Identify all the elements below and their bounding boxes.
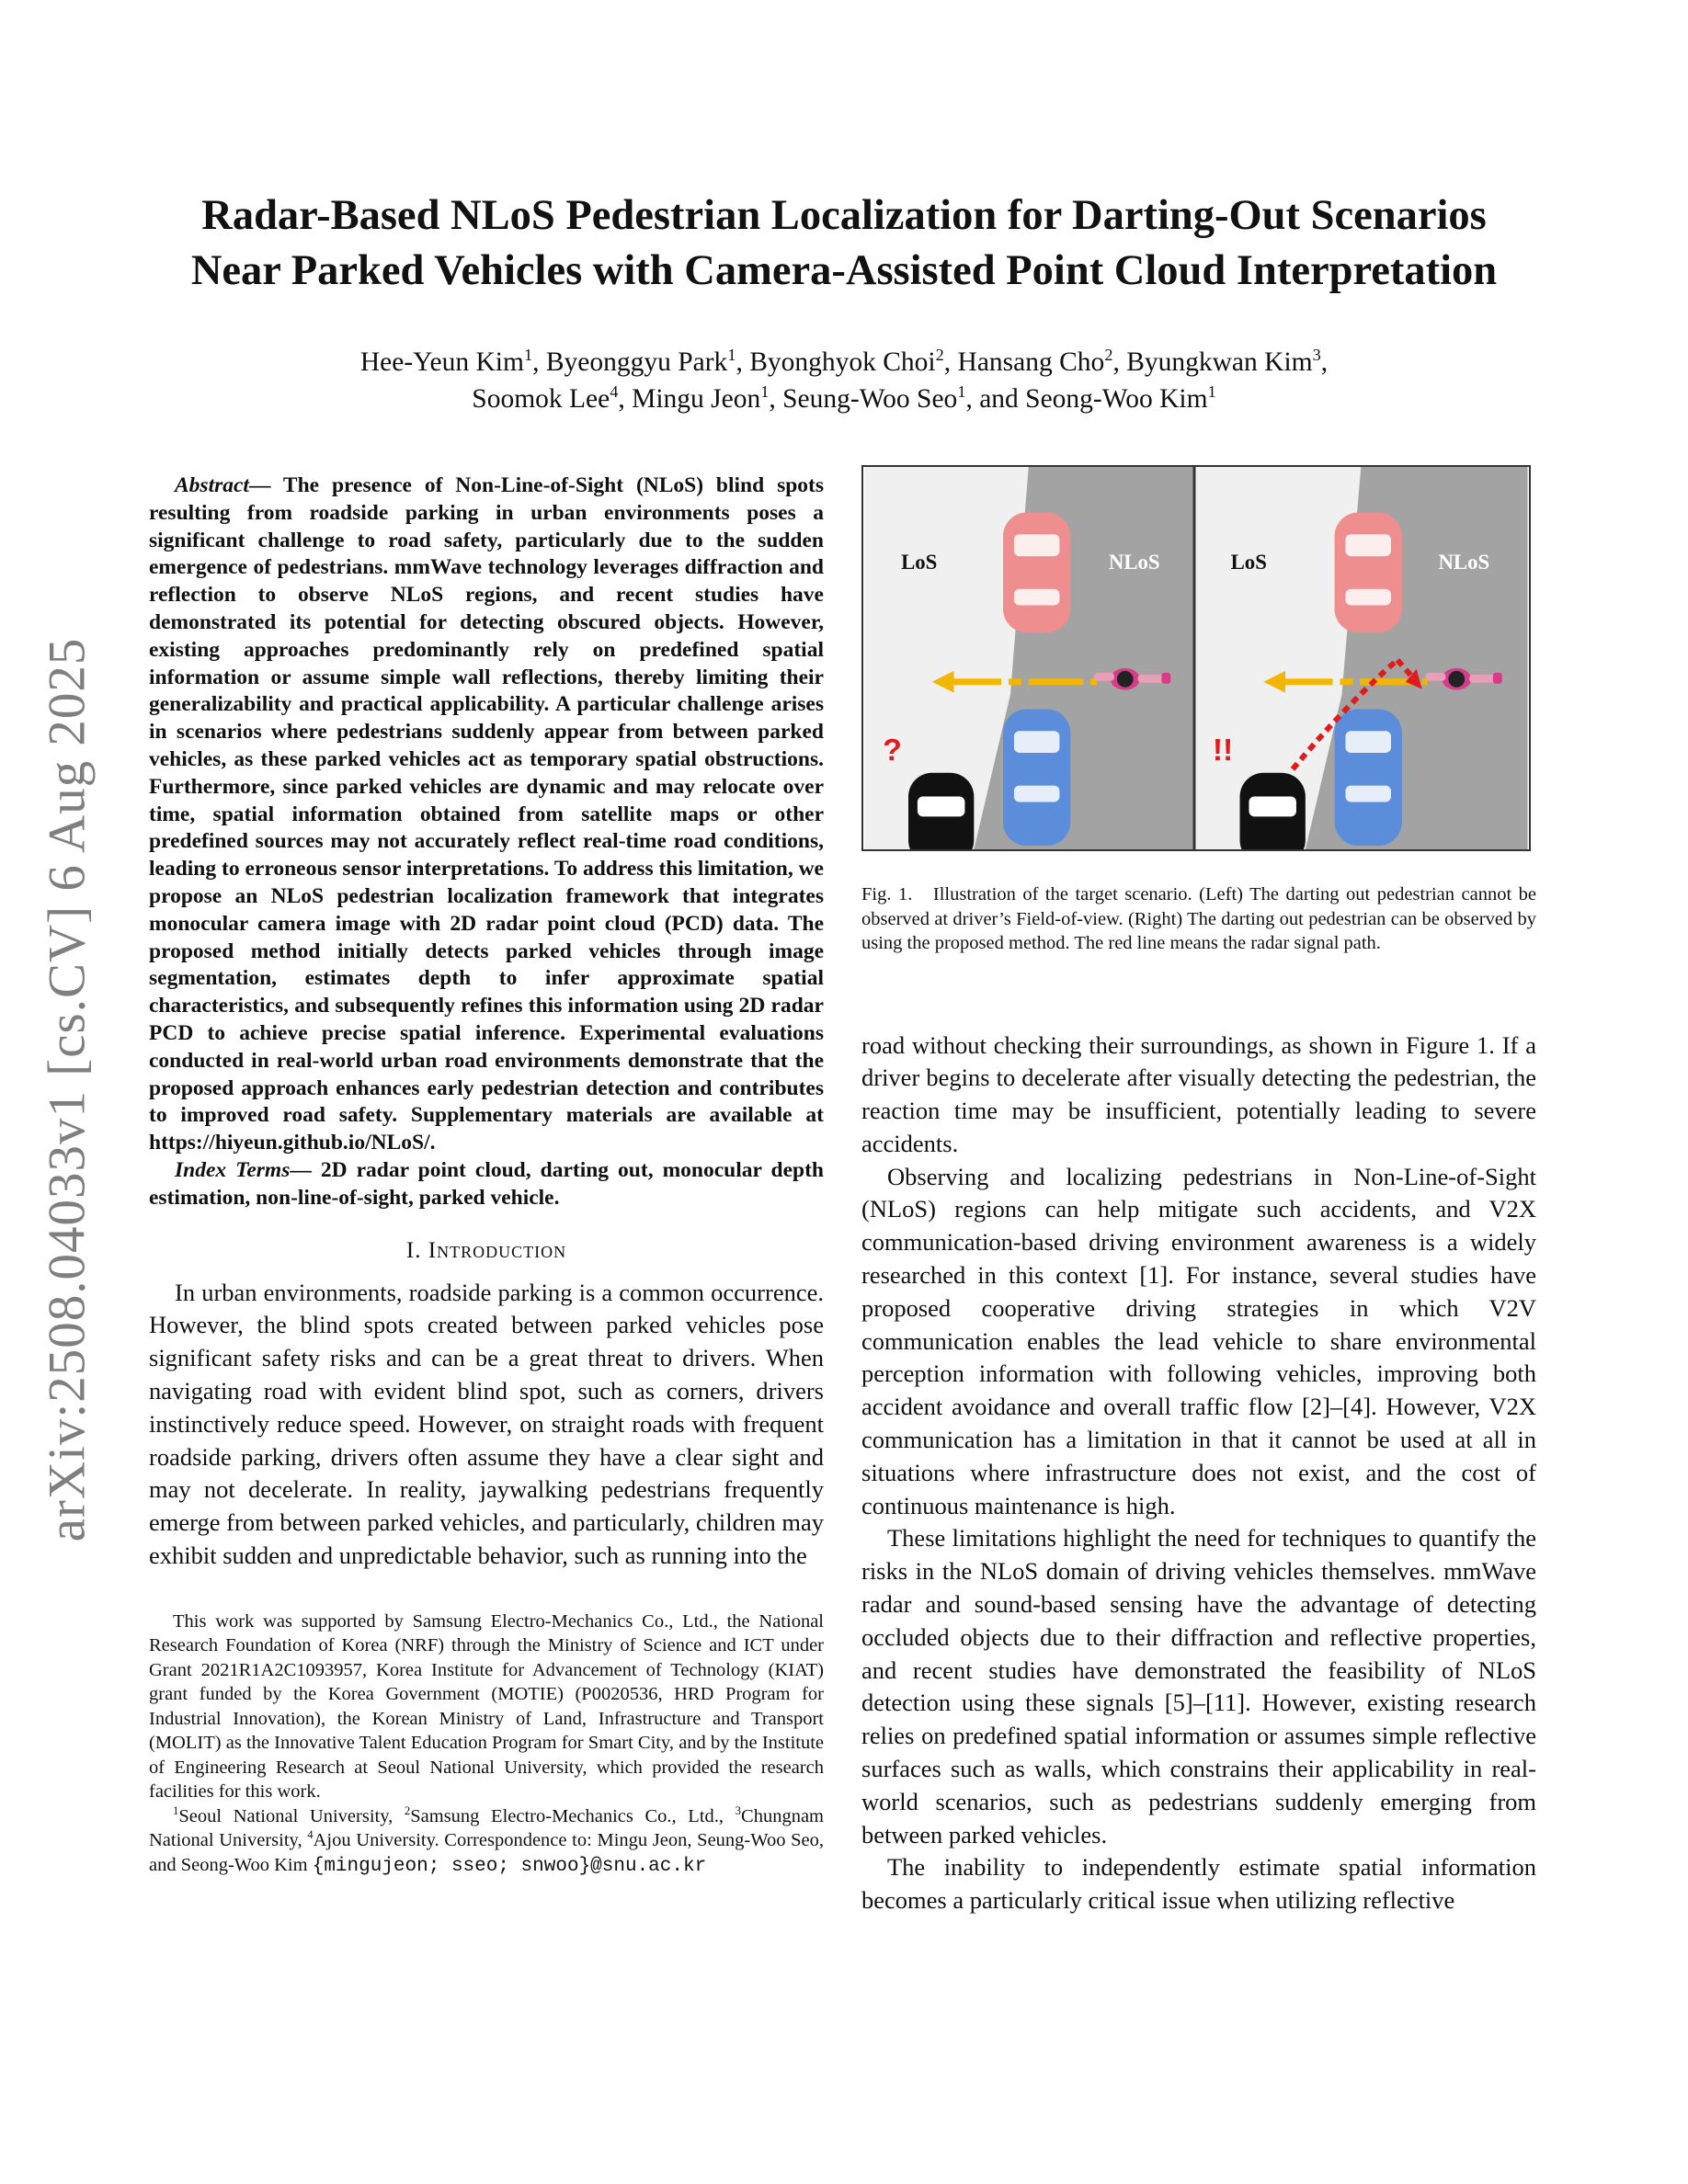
author-separator: , xyxy=(532,347,546,377)
author-name: Byeonggyu Park xyxy=(545,347,728,377)
figure-1-caption xyxy=(861,882,1536,956)
index-terms xyxy=(149,1157,824,1212)
body-paragraph: The inability to independently estimate spatial information becomes a particularly critical issue when utilizing reflective xyxy=(861,1853,1536,1915)
author-separator: , and xyxy=(965,384,1026,414)
correspondence-email: {mingujeon; sseo; snwoo}@snu.ac.kr xyxy=(312,1855,707,1877)
body-paragraph: These limitations highlight the need for techniques to quantify the risks in the NLoS domain of driving vehicles themselves. mmWave radar and sound-based sensing have the advantage of detecting occluded objects due to their diffraction and reflective properties, and recent studies have demonstrated the feasibility of NLoS detection using these signals [5]–[11]. However, existing research relies on predefined spatial information or assumes simple reflective surfaces such as walls, which constrains their applicability in real-world scenarios, such as pedestrians suddenly emerging from between parked vehicles. xyxy=(861,1524,1536,1848)
author-affiliation: 1 xyxy=(523,346,533,365)
author-name: Seong-Woo Kim xyxy=(1025,384,1208,414)
intro-paragraph: In urban environments, roadside parking is a common occurrence. However, the blind spots created between parked vehicles pose significant safety risks and can be a great threat to drivers. When navigating road with evident blind spot, such as corners, drivers instinctively reduce speed. However, on straight roads with frequent roadside parking, drivers often assume they have a clear sight and may not decelerate. In reality, jaywalking pedestrians frequently emerge from between parked vehicles, and particularly, children may exhibit sudden and unpredictable behavior, such as running into the xyxy=(149,1278,824,1569)
left-column xyxy=(149,472,824,1879)
parked-vehicle-bottom xyxy=(1335,709,1402,846)
abstract-dash: — xyxy=(248,473,283,497)
abstract-text: The presence of Non-Line-of-Sight (NLoS) blind spots resulting from roadside parking in urban environments poses a significant challenge to road safety, particularly due to the sudden emergence of pedestrians. mmWave technology leverages diffraction and reflection to observe NLoS regions, and recent studies have demonstrated its potential for detecting obscured objects. However, existing approaches predominantly rely on predefined spatial information or assume simple wall reflections, thereby limiting their generalizability and practical applicability. A particular challenge arises in scenarios where pedestrians suddenly appear from between parked vehicles, as these parked vehicles act as temporary spatial obstructions. Furthermore, since parked vehicles are dynamic and may relocate over time, spatial information obtained from satellite maps or other predefined sources may not accurately reflect real-time road conditions, leading to erroneous sensor interpretations. To address this limitation, we propose an NLoS pedestrian localization framework that integrates monocular camera image with 2D radar point cloud (PCD) data. The proposed method initially detects parked vehicles through image segmentation, estimates depth to infer approximate spatial characteristics, and subsequently refines this information using 2D radar PCD to achieve precise spatial inference. Experimental evaluations conducted in real-world urban road environments demonstrate that the proposed approach enhances early pedestrian detection and contributes to improved road safety. Supplementary materials are available at https://hiyeun.github.io/NLoS/. xyxy=(149,473,825,1155)
author-name: Soomok Lee xyxy=(472,384,610,414)
figure-mark-exclaim: !! xyxy=(1212,733,1234,768)
author-separator: , xyxy=(769,384,783,414)
index-terms-text: 2D radar point cloud, darting out, monocular depth estimation, non-line-of-sight, parked vehicle. xyxy=(149,1157,824,1210)
funding-footnote: This work was supported by Samsung Electro-Mechanics Co., Ltd., the National Research Foundation of Korea (NRF) through the Ministry of Science and ICT under Grant 2021R1A2C1093957, Korea Institute for Advancement of Technology (KIAT) grant funded by the Korea Government (MOTIE) (P0020536, HRD Program for Industrial Innovation), the Korean Ministry of Land, Infrastructure and Transport (MOLIT) as the Innovative Talent Education Program for Smart City, and by the Institute of Engineering Research at Seoul National University, which provided the research facilities for this work. xyxy=(149,1610,824,1803)
footnote-aff-number: 2 xyxy=(404,1803,411,1817)
author-affiliation: 1 xyxy=(1207,382,1216,402)
figure-label-los: LoS xyxy=(901,550,938,574)
author-affiliation: 1 xyxy=(760,382,770,402)
figure-label-los: LoS xyxy=(1230,550,1267,574)
author-affiliation: 2 xyxy=(935,346,944,365)
index-terms-label: Index Terms xyxy=(175,1157,291,1182)
ego-vehicle xyxy=(1240,773,1306,851)
parked-vehicle-bottom xyxy=(1003,709,1070,846)
author-separator: , xyxy=(1320,347,1329,377)
author-separator: , xyxy=(1112,347,1127,377)
footnote-aff-1: Seoul National University, xyxy=(178,1805,405,1826)
abstract xyxy=(149,472,824,1157)
affiliation-footnote xyxy=(149,1804,824,1880)
title-line-2: Near Parked Vehicles with Camera-Assisted Point Cloud Interpretation xyxy=(190,247,1498,294)
footnote-aff-4: Ajou University. Correspondence to: Mingu Jeon, Seung-Woo Seo, and Seong-Woo Kim xyxy=(149,1830,824,1875)
body-paragraph: road without checking their surroundings, as shown in Figure 1. If a driver begins to decelerate after visually detecting the pedestrian, the reaction time may be insufficient, potentially leading to severe accidents. xyxy=(861,1030,1536,1157)
author-separator: , xyxy=(943,347,958,377)
author-affiliation: 4 xyxy=(610,382,619,402)
paper-title xyxy=(110,188,1578,299)
author-line-1 xyxy=(110,344,1578,381)
caption-text: Illustration of the target scenario. (Left) The darting out pedestrian cannot be observed at driver’s Field-of-view. (Right) The darting out pedestrian can be observed by using the proposed method. The red line means the radar signal path. xyxy=(861,884,1536,953)
arxiv-sidebar xyxy=(26,611,108,1567)
section-number: I. xyxy=(405,1237,428,1263)
author-affiliation: 3 xyxy=(1312,346,1321,365)
footnote-aff-number: 3 xyxy=(735,1803,742,1817)
parked-vehicle-top xyxy=(1335,513,1402,633)
right-column xyxy=(861,465,1536,1917)
footnote-aff-number: 4 xyxy=(307,1828,314,1842)
figure-panel-left xyxy=(864,467,1194,851)
author-list xyxy=(110,344,1578,417)
author-affiliation: 1 xyxy=(957,382,966,402)
index-terms-dash: — xyxy=(290,1157,321,1182)
author-name: Hee-Yeun Kim xyxy=(359,347,524,377)
footnote-aff-3: Chungnam National University, xyxy=(149,1805,824,1851)
author-name: Seung-Woo Seo xyxy=(782,384,958,414)
author-name: Hansang Cho xyxy=(957,347,1105,377)
author-name: Byonghyok Choi xyxy=(749,347,936,377)
ego-vehicle xyxy=(908,773,974,851)
abstract-label: Abstract xyxy=(175,473,249,497)
figure-panel-right xyxy=(1196,467,1528,851)
figure-label-nlos: NLoS xyxy=(1108,550,1160,574)
footnote-aff-2: Samsung Electro-Mechanics Co., Ltd., xyxy=(410,1805,736,1826)
figure-1-illustration xyxy=(861,465,1531,851)
author-name: Mingu Jeon xyxy=(632,384,761,414)
figure-label-nlos: NLoS xyxy=(1438,550,1490,574)
author-affiliation: 1 xyxy=(727,346,736,365)
caption-label: Fig. 1. xyxy=(861,884,913,904)
author-line-2 xyxy=(110,381,1578,417)
body-paragraph: Observing and localizing pedestrians in Non-Line-of-Sight (NLoS) regions can help mitigate such accidents, and V2X communication-based driving environment awareness is a widely researched in this context [1]. For instance, several studies have proposed cooperative driving strategies in which V2V communication enables the lead vehicle to share environmental perception information with following vehicles, improving both accident avoidance and overall traffic flow [2]–[4]. However, V2X communication has a limitation in that it cannot be used at all in situations where infrastructure does not exist, and the cost of continuous maintenance is high. xyxy=(861,1162,1536,1519)
parked-vehicle-top xyxy=(1003,513,1070,633)
arxiv-identifier: arXiv:2508.04033v1 [cs.CV] 6 Aug 2025 xyxy=(38,637,97,1541)
figure-mark-question: ? xyxy=(883,733,902,768)
author-name: Byungkwan Kim xyxy=(1126,347,1313,377)
section-title: Introduction xyxy=(428,1237,567,1263)
footnote-aff-number: 1 xyxy=(173,1803,179,1817)
section-heading-introduction xyxy=(149,1238,824,1264)
title-line-1: Radar-Based NLoS Pedestrian Localization for Darting-Out Scenarios xyxy=(201,192,1487,239)
author-affiliation: 2 xyxy=(1104,346,1113,365)
author-separator: , xyxy=(618,384,633,414)
author-separator: , xyxy=(736,347,750,377)
